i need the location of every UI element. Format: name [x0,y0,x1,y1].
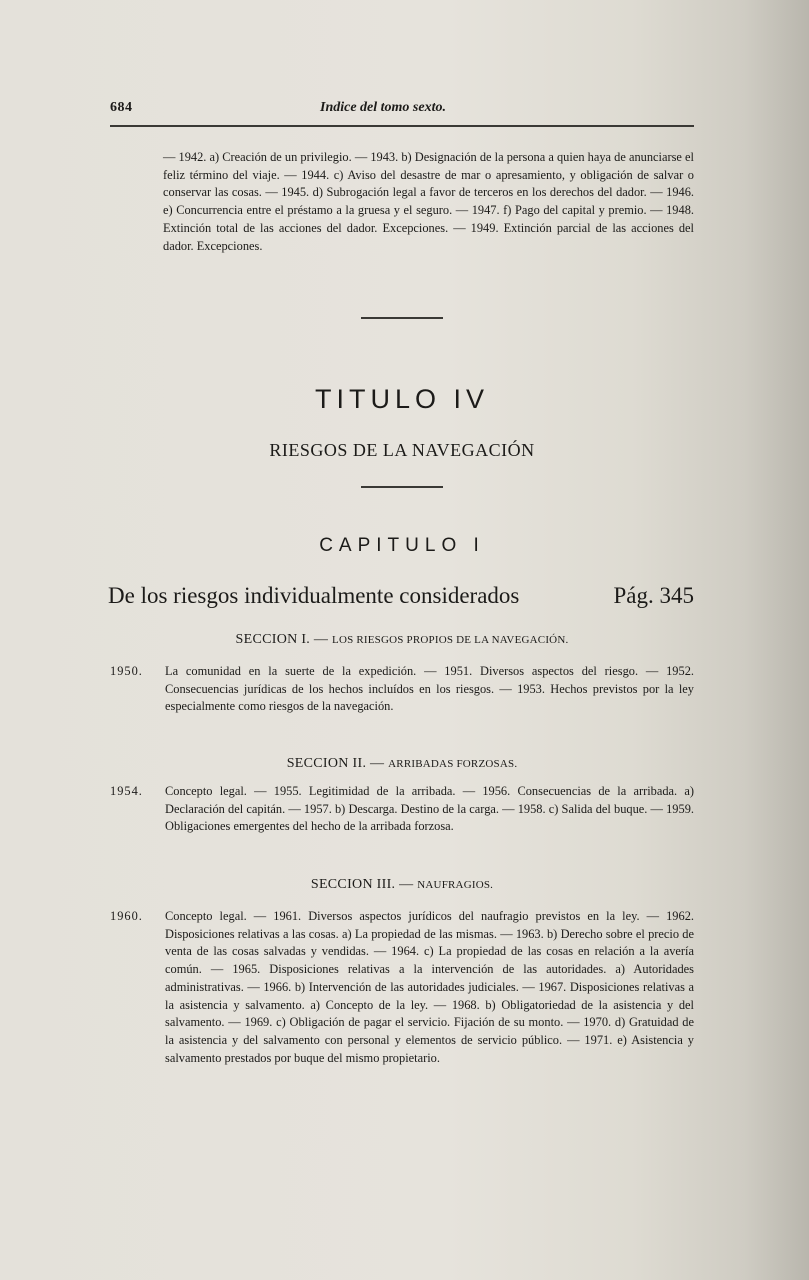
entry-number: 1954. [110,784,143,798]
chapter-subtitle: De los riesgos individualmente considerados [108,583,520,608]
section-name: ARRIBADAS FORZOSAS. [388,758,518,770]
section-name: NAUFRAGIOS. [417,879,494,891]
running-title: Indice del tomo sexto. [320,100,446,115]
section-heading [110,756,694,772]
entry-text: Concepto legal. — 1961. Diversos aspectos jurídicos del naufragio previstos en la ley. — 1962. Disposiciones relativas a las cosas. a) La propiedad de las mismas. — 1963. b) Derecho sobre el precio de venta de las cosas salvadas y vendidas. — 1964. c) La propiedad de las cosas en relación a la avería común. — 1965. Disposiciones relativas a la intervención de las autoridades. a) Autoridades administrativas. — 1966. b) Intervención de las autoridades judiciales. — 1967. Disposiciones relativas a la asistencia y salvamento. a) Concepto de la ley. — 1968. b) Obligatoriedad de la asistencia y del salvamento. — 1969. c) Obligación de pagar el servicio. Fijación de su monto. — 1970. d) Gratuidad de la asistencia y del salvamento con personal y elementos de servicio público. — 1971. e) Asistencia y salvamento prestados por buque del mismo propietario. [165,909,694,1065]
chapter-subtitle-line [108,583,694,609]
header-rule [110,125,694,127]
page-header [110,100,694,120]
section-heading [110,632,694,648]
page-reference: Pág. 345 [613,583,694,608]
section-name: LOS RIESGOS PROPIOS DE LA NAVEGACIÓN. [332,634,569,646]
page-number: 684 [110,100,133,115]
section-label: SECCION I. — [235,632,329,647]
titulo-subtitle: RIESGOS DE LA NAVEGACIÓN [269,440,535,460]
entry-text: La comunidad en la suerte de la expedición. — 1951. Diversos aspectos del riesgo. — 1952. Consecuencias jurídicas de los hechos incluídos en los riesgos. — 1953. Hechos previstos por la ley especialmente como riesgos de la navegación. [165,664,694,714]
entry-number: 1950. [110,664,143,678]
capitulo-heading: CAPITULO I [319,535,485,556]
section-heading [110,877,694,893]
section-label: SECCION II. — [286,756,385,771]
entry-text: Concepto legal. — 1955. Legitimidad de la arribada. — 1956. Consecuencias de la arribada. a) Declaración del capitán. — 1957. b) Descarga. Destino de la carga. — 1958. c) Salida del buque. — 1959. Obligaciones emergentes del hecho de la arribada forzosa. [165,784,694,834]
divider-rule [361,486,443,488]
entry-number: 1960. [110,909,143,923]
divider-rule [361,317,443,319]
section-label: SECCION III. — [310,877,414,892]
intro-paragraph: — 1942. a) Creación de un privilegio. — 1943. b) Designación de la persona a quien haya de anunciarse el feliz término del viaje. — 1944. c) Aviso del desastre de mar o apresamiento, y obligación de salvar o conservar las cosas. — 1945. d) Subrogación legal a favor de terceros en los derechos del dador. — 1946. e) Concurrencia entre el préstamo a la gruesa y el seguro. — 1947. f) Pago del capital y premio. — 1948. Extinción total de las acciones del dador. Excepciones. — 1949. Extinción parcial de las acciones del dador. Excepciones. [163,150,694,253]
titulo-heading: TITULO IV [314,384,489,414]
